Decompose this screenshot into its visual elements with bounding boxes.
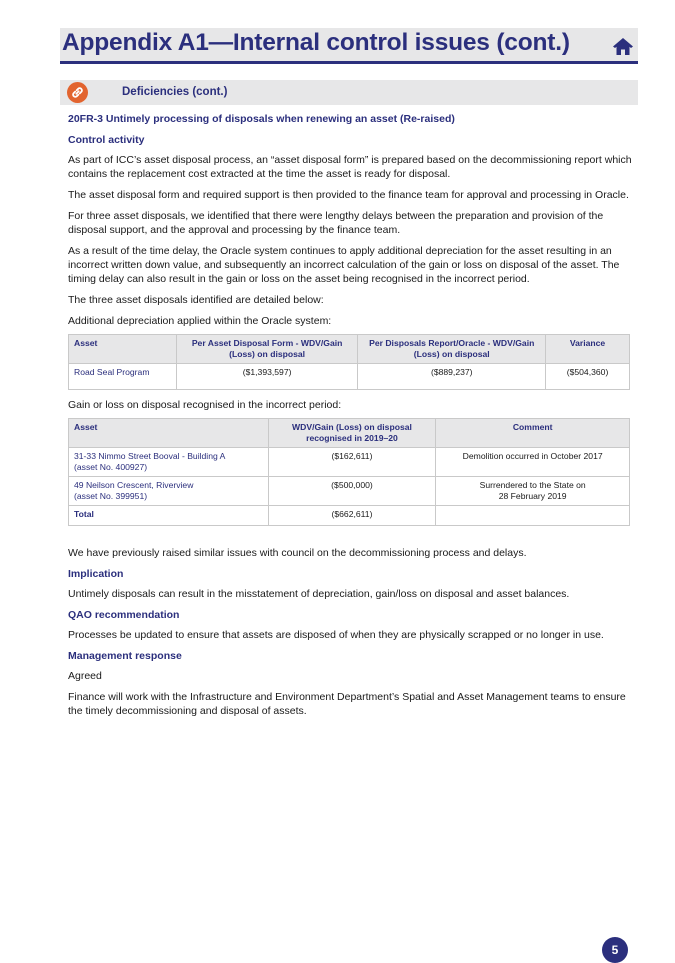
paragraph: The three asset disposals identified are detailed below: [68,294,324,306]
table-cell: ($1,393,597) [176,364,358,390]
comment-text: 28 February 2019 [498,491,567,501]
table-header: Per Asset Disposal Form - WDV/Gain (Loss) on disposal [176,335,358,364]
section-title: Deficiencies (cont.) [122,86,228,98]
paragraph: Additional depreciation applied within the Oracle system: [68,315,332,327]
comment-text: Demolition occurred in October 2017 [462,451,603,461]
depreciation-table [68,334,630,390]
implication-heading: Implication [68,568,124,580]
page-header [60,28,638,64]
table-cell: ($504,360) [546,364,630,390]
table-cell: ($889,237) [358,364,546,390]
table-cell [436,477,630,506]
paragraph: Processes be updated to ensure that assets are disposed of when they are physically scrapped or no longer in use. [68,629,604,641]
paragraph: Gain or loss on disposal recognised in the incorrect period: [68,399,342,411]
control-activity-heading: Control activity [68,134,145,146]
asset-name: 49 Neilson Crescent, Riverview [74,480,194,490]
paragraph: Agreed [68,670,102,682]
table-header: Per Disposals Report/Oracle - WDV/Gain (Loss) on disposal [358,335,546,364]
link-icon [67,82,88,103]
table-header: Variance [546,335,630,364]
asset-number: (asset No. 400927) [74,462,148,472]
total-label: Total [69,506,269,526]
table-cell [69,448,269,477]
page-title: Appendix A1—Internal control issues (cont.) [62,29,570,56]
asset-name: 31-33 Nimmo Street Booval - Building A [74,451,226,461]
table-header: WDV/Gain (Loss) on disposal recognised in 2019–20 [268,419,436,448]
table-header: Comment [436,419,630,448]
paragraph: We have previously raised similar issues with council on the decommissioning process and delays. [68,547,527,559]
total-value: ($662,611) [268,506,436,526]
page-number: 5 [602,937,628,963]
table-cell: ($500,000) [268,477,436,506]
table-total-row [69,506,630,526]
asset-number: (asset No. 399951) [74,491,148,501]
table-row [69,448,630,477]
paragraph: The asset disposal form and required support is then provided to the finance team for approval and processing in Oracle. [68,189,629,201]
home-icon[interactable] [612,36,634,56]
recommendation-heading: QAO recommendation [68,609,180,621]
management-response-heading: Management response [68,650,182,662]
section-bar [60,80,638,105]
table-cell: ($162,611) [268,448,436,477]
table-header-row [69,419,630,448]
table-cell [436,448,630,477]
disposal-period-table [68,418,630,526]
paragraph: For three asset disposals, we identified that there were lengthy delays between the preparation and provision of the disposal support, and the approval and processing by the finance team. [68,210,604,236]
table-cell: Road Seal Program [69,364,177,390]
section-badge [67,82,88,103]
paragraph: Finance will work with the Infrastructure and Environment Department’s Spatial and Asset Management teams to ensure the timely decommissioning and disposal of assets. [68,691,626,717]
total-comment [436,506,630,526]
issue-title: 20FR-3 Untimely processing of disposals when renewing an asset (Re-raised) [68,113,455,125]
paragraph: As part of ICC’s asset disposal process, an “asset disposal form” is prepared based on the decommissioning report which contains the replacement cost extracted at the time the asset is ready for disposal. [68,154,632,180]
table-header: Asset [69,419,269,448]
comment-text: Surrendered to the State on [479,480,586,490]
table-row [69,477,630,506]
issue-content [68,112,633,725]
paragraph: Untimely disposals can result in the misstatement of depreciation, gain/loss on disposal and asset balances. [68,588,570,600]
table-cell [69,477,269,506]
table-header: Asset [69,335,177,364]
table-header-row [69,335,630,364]
table-row [69,364,630,390]
paragraph: As a result of the time delay, the Oracle system continues to apply additional depreciation for the asset resulting in an incorrect written down value, and subsequently an incorrect calculation of the gain or loss on disposal of the asset. The timing delay can also result in the gain or loss on the asset being recognised in the incorrect period. [68,245,620,285]
